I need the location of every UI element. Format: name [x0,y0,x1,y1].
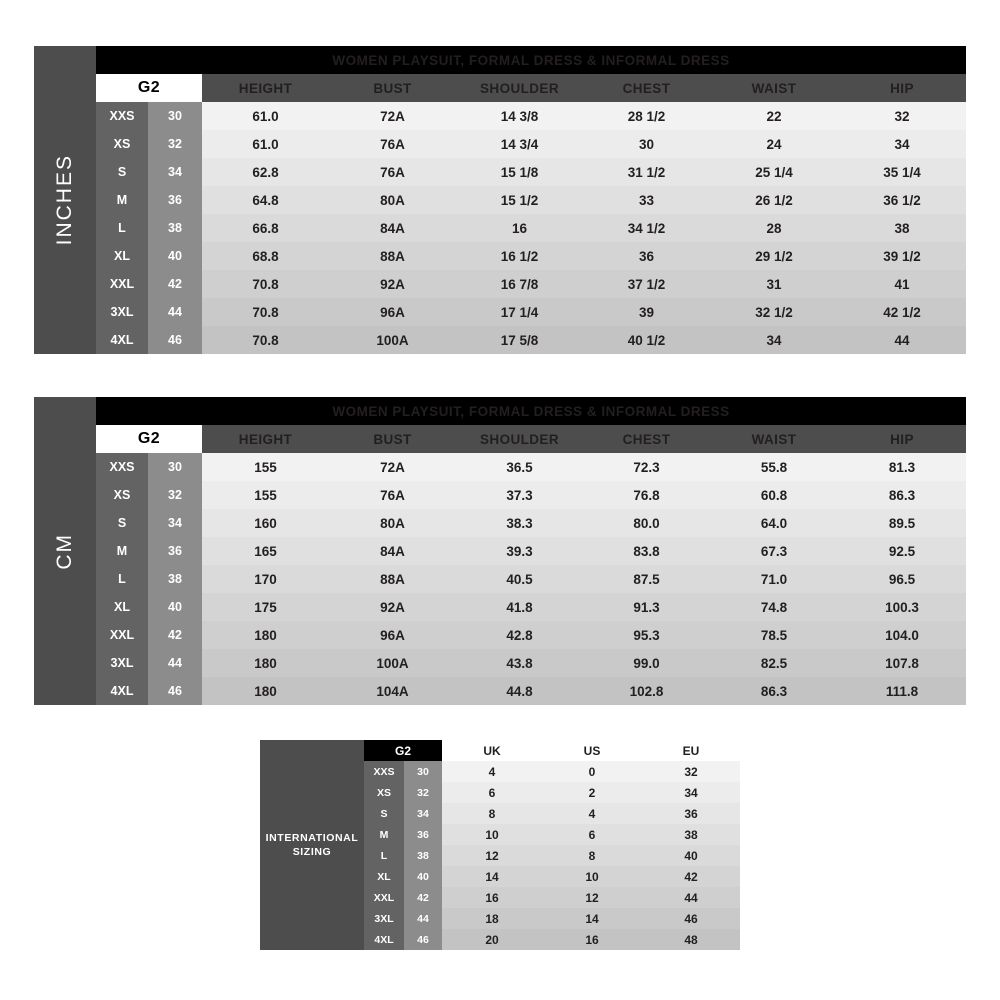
cell-hip: 86.3 [838,481,966,509]
cell-hip: 104.0 [838,621,966,649]
cm-table [96,397,966,705]
table-row [96,242,966,270]
cell-bust: 80A [329,509,456,537]
cell-chest: 83.8 [583,537,710,565]
cell-waist: 26 1/2 [710,186,838,214]
cell-chest: 80.0 [583,509,710,537]
size-label: 3XL [364,908,404,929]
cell-shoulder: 14 3/4 [456,130,583,158]
table-row [96,593,966,621]
size-number: 36 [148,186,202,214]
cell-height: 160 [202,509,329,537]
table-row [96,326,966,354]
cell-hip: 89.5 [838,509,966,537]
cell-us: 4 [542,803,642,824]
international-sizing-label-line2: SIZING [292,846,332,858]
cell-us: 10 [542,866,642,887]
cell-chest: 33 [583,186,710,214]
cell-waist: 78.5 [710,621,838,649]
table-row [96,453,966,481]
cell-waist: 86.3 [710,677,838,705]
size-number: 40 [148,593,202,621]
size-label: XS [364,782,404,803]
cell-uk: 4 [442,761,542,782]
size-number: 34 [148,509,202,537]
table-row [364,845,740,866]
cm-col-shoulder: SHOULDER [456,425,583,453]
cell-chest: 91.3 [583,593,710,621]
unit-label-cm-text: CM [53,532,76,570]
cm-col-chest: CHEST [583,425,710,453]
size-label: 3XL [96,298,148,326]
cell-us: 12 [542,887,642,908]
cm-title: WOMEN PLAYSUIT, FORMAL DRESS & INFORMAL DRESS [96,397,966,425]
cell-bust: 72A [329,102,456,130]
cell-height: 70.8 [202,298,329,326]
size-label: XXL [364,887,404,908]
cell-eu: 46 [642,908,740,929]
cell-chest: 28 1/2 [583,102,710,130]
cell-us: 8 [542,845,642,866]
size-label: 4XL [364,929,404,950]
cell-eu: 44 [642,887,740,908]
table-row [96,186,966,214]
size-number: 32 [148,130,202,158]
cell-chest: 36 [583,242,710,270]
size-number: 44 [148,298,202,326]
cell-height: 180 [202,677,329,705]
size-label: M [96,537,148,565]
cell-shoulder: 36.5 [456,453,583,481]
international-sizing-chart [260,740,740,950]
inches-table [96,46,966,354]
cell-waist: 24 [710,130,838,158]
cell-chest: 87.5 [583,565,710,593]
cell-uk: 20 [442,929,542,950]
table-row [96,565,966,593]
cell-height: 180 [202,649,329,677]
unit-label-inches-text: INCHES [53,154,76,246]
size-number: 36 [148,537,202,565]
cell-uk: 6 [442,782,542,803]
table-row [364,908,740,929]
cell-hip: 34 [838,130,966,158]
cell-bust: 96A [329,621,456,649]
size-label: XXS [364,761,404,782]
cell-eu: 40 [642,845,740,866]
cm-col-height: HEIGHT [202,425,329,453]
cell-waist: 31 [710,270,838,298]
inches-col-waist: WAIST [710,74,838,102]
cell-shoulder: 43.8 [456,649,583,677]
cm-col-bust: BUST [329,425,456,453]
size-number: 30 [148,453,202,481]
size-label: L [364,845,404,866]
size-label: S [96,158,148,186]
cell-uk: 16 [442,887,542,908]
cell-chest: 40 1/2 [583,326,710,354]
intl-col-eu: EU [642,740,740,761]
size-label: XS [96,130,148,158]
cell-hip: 36 1/2 [838,186,966,214]
inches-size-chart [34,46,966,354]
cell-waist: 25 1/4 [710,158,838,186]
cell-waist: 34 [710,326,838,354]
cell-shoulder: 42.8 [456,621,583,649]
cm-g2-label: G2 [96,425,202,453]
cell-hip: 100.3 [838,593,966,621]
cell-waist: 28 [710,214,838,242]
inches-header-row [96,74,966,102]
size-number: 38 [148,565,202,593]
size-number: 42 [404,887,442,908]
cell-shoulder: 37.3 [456,481,583,509]
cell-height: 70.8 [202,326,329,354]
cell-height: 155 [202,481,329,509]
cell-height: 155 [202,453,329,481]
cm-col-waist: WAIST [710,425,838,453]
unit-label-inches [34,46,96,354]
table-row [96,214,966,242]
cell-bust: 96A [329,298,456,326]
cell-uk: 18 [442,908,542,929]
cell-height: 66.8 [202,214,329,242]
cell-bust: 76A [329,130,456,158]
size-number: 46 [404,929,442,950]
cell-bust: 76A [329,481,456,509]
cell-eu: 32 [642,761,740,782]
cell-chest: 95.3 [583,621,710,649]
cell-height: 61.0 [202,130,329,158]
inches-col-hip: HIP [838,74,966,102]
size-number: 40 [148,242,202,270]
inches-col-shoulder: SHOULDER [456,74,583,102]
cell-uk: 14 [442,866,542,887]
size-label: 4XL [96,677,148,705]
table-row [96,298,966,326]
cell-chest: 30 [583,130,710,158]
table-row [364,929,740,950]
cell-waist: 74.8 [710,593,838,621]
table-row [364,866,740,887]
table-row [96,509,966,537]
cell-bust: 104A [329,677,456,705]
cell-waist: 22 [710,102,838,130]
cell-chest: 31 1/2 [583,158,710,186]
table-row [96,270,966,298]
cell-us: 14 [542,908,642,929]
size-label: XS [96,481,148,509]
size-number: 36 [404,824,442,845]
size-number: 30 [404,761,442,782]
size-label: 3XL [96,649,148,677]
size-number: 34 [404,803,442,824]
cell-height: 175 [202,593,329,621]
size-label: XXS [96,102,148,130]
cell-shoulder: 15 1/2 [456,186,583,214]
cell-chest: 37 1/2 [583,270,710,298]
cell-eu: 42 [642,866,740,887]
cell-shoulder: 39.3 [456,537,583,565]
cell-bust: 72A [329,453,456,481]
cell-hip: 42 1/2 [838,298,966,326]
cell-height: 64.8 [202,186,329,214]
table-row [364,782,740,803]
size-label: XXS [96,453,148,481]
cell-hip: 35 1/4 [838,158,966,186]
cell-hip: 111.8 [838,677,966,705]
cell-us: 0 [542,761,642,782]
cell-height: 170 [202,565,329,593]
cell-height: 180 [202,621,329,649]
size-label: M [364,824,404,845]
table-row [96,621,966,649]
size-number: 38 [404,845,442,866]
cell-waist: 32 1/2 [710,298,838,326]
cell-waist: 71.0 [710,565,838,593]
international-table [364,740,740,950]
cell-height: 62.8 [202,158,329,186]
cell-eu: 34 [642,782,740,803]
cell-hip: 32 [838,102,966,130]
cell-us: 16 [542,929,642,950]
cell-height: 165 [202,537,329,565]
international-sizing-label [260,740,364,950]
international-sizing-label-line1: INTERNATIONAL [265,831,359,844]
cell-shoulder: 16 [456,214,583,242]
cell-height: 61.0 [202,102,329,130]
inches-col-height: HEIGHT [202,74,329,102]
size-label: S [96,509,148,537]
cell-bust: 100A [329,649,456,677]
size-number: 32 [148,481,202,509]
cell-hip: 44 [838,326,966,354]
inches-col-bust: BUST [329,74,456,102]
cell-bust: 88A [329,242,456,270]
table-row [96,158,966,186]
size-label: XL [364,866,404,887]
intl-col-uk: UK [442,740,542,761]
table-row [96,649,966,677]
cell-waist: 82.5 [710,649,838,677]
cell-chest: 102.8 [583,677,710,705]
table-row [364,761,740,782]
cell-bust: 84A [329,537,456,565]
table-row [96,130,966,158]
size-label: S [364,803,404,824]
size-number: 38 [148,214,202,242]
cell-hip: 107.8 [838,649,966,677]
cell-bust: 80A [329,186,456,214]
size-number: 44 [404,908,442,929]
cell-bust: 100A [329,326,456,354]
cell-hip: 96.5 [838,565,966,593]
size-number: 44 [148,649,202,677]
cell-shoulder: 16 1/2 [456,242,583,270]
cell-eu: 48 [642,929,740,950]
cell-chest: 34 1/2 [583,214,710,242]
cell-eu: 36 [642,803,740,824]
cell-us: 2 [542,782,642,803]
cell-bust: 84A [329,214,456,242]
cell-hip: 81.3 [838,453,966,481]
table-row [96,481,966,509]
table-row [96,537,966,565]
cell-shoulder: 41.8 [456,593,583,621]
size-number: 34 [148,158,202,186]
cell-waist: 67.3 [710,537,838,565]
size-number: 46 [148,677,202,705]
cell-shoulder: 17 5/8 [456,326,583,354]
cell-bust: 88A [329,565,456,593]
size-label: L [96,214,148,242]
inches-g2-label: G2 [96,74,202,102]
cell-uk: 10 [442,824,542,845]
size-number: 30 [148,102,202,130]
table-row [364,824,740,845]
cell-height: 70.8 [202,270,329,298]
size-label: M [96,186,148,214]
table-row [96,677,966,705]
cell-hip: 92.5 [838,537,966,565]
cell-chest: 76.8 [583,481,710,509]
cm-title-row [96,397,966,425]
inches-title: WOMEN PLAYSUIT, FORMAL DRESS & INFORMAL DRESS [96,46,966,74]
unit-label-cm [34,397,96,705]
size-number: 42 [148,621,202,649]
cell-shoulder: 40.5 [456,565,583,593]
cell-shoulder: 17 1/4 [456,298,583,326]
cell-waist: 60.8 [710,481,838,509]
size-number: 46 [148,326,202,354]
table-row [364,887,740,908]
cell-waist: 64.0 [710,509,838,537]
cm-col-hip: HIP [838,425,966,453]
cell-chest: 72.3 [583,453,710,481]
cell-us: 6 [542,824,642,845]
intl-g2-label: G2 [364,740,442,761]
cell-shoulder: 44.8 [456,677,583,705]
inches-title-row [96,46,966,74]
size-label: XL [96,242,148,270]
size-label: XXL [96,270,148,298]
cell-shoulder: 15 1/8 [456,158,583,186]
cell-hip: 38 [838,214,966,242]
cell-bust: 92A [329,270,456,298]
size-label: XL [96,593,148,621]
cell-chest: 99.0 [583,649,710,677]
cell-waist: 29 1/2 [710,242,838,270]
size-number: 32 [404,782,442,803]
cell-shoulder: 38.3 [456,509,583,537]
table-row [96,102,966,130]
cell-bust: 76A [329,158,456,186]
cell-uk: 8 [442,803,542,824]
intl-col-us: US [542,740,642,761]
table-row [364,803,740,824]
cell-chest: 39 [583,298,710,326]
international-header-row [364,740,740,761]
cell-shoulder: 14 3/8 [456,102,583,130]
cell-hip: 41 [838,270,966,298]
size-label: 4XL [96,326,148,354]
cell-hip: 39 1/2 [838,242,966,270]
cell-eu: 38 [642,824,740,845]
cell-uk: 12 [442,845,542,866]
cell-shoulder: 16 7/8 [456,270,583,298]
size-label: XXL [96,621,148,649]
size-number: 42 [148,270,202,298]
inches-col-chest: CHEST [583,74,710,102]
cell-bust: 92A [329,593,456,621]
size-label: L [96,565,148,593]
cm-size-chart [34,397,966,705]
cm-header-row [96,425,966,453]
cell-waist: 55.8 [710,453,838,481]
size-number: 40 [404,866,442,887]
cell-height: 68.8 [202,242,329,270]
